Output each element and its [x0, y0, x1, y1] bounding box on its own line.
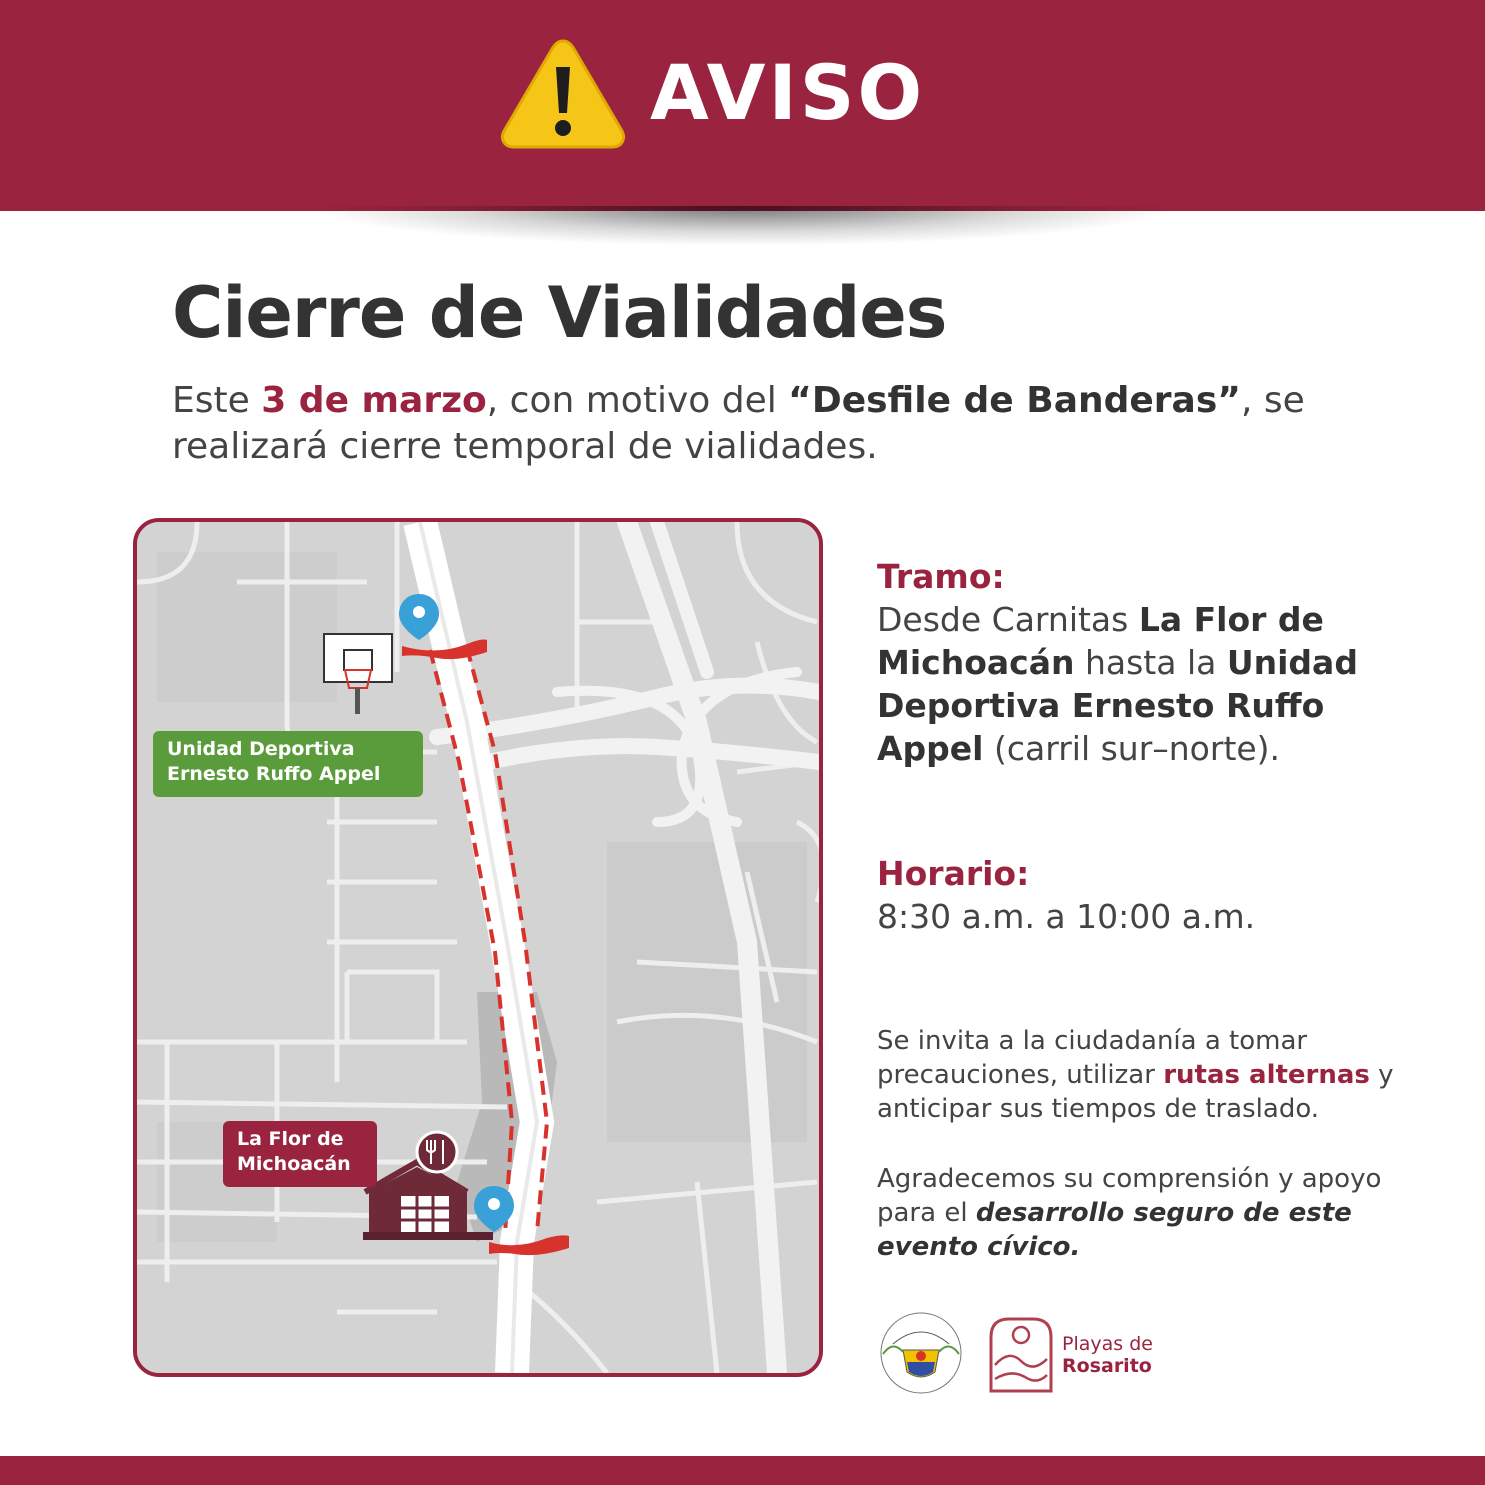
event-date: 3 de marzo	[261, 380, 487, 421]
horario-heading: Horario:	[877, 854, 1030, 893]
intro-text: Este 3 de marzo, con motivo del “Desfile de Banderas”, se realizará cierre temporal de vialidades.	[172, 380, 1305, 467]
page-title: Cierre de Vialidades	[172, 272, 947, 354]
horario-section	[877, 852, 1437, 938]
route-map	[133, 518, 823, 1377]
city-seal-logo	[873, 1310, 969, 1396]
thanks-note: Agradecemos su comprensión y apoyo para el desarrollo seguro de este evento cívico.	[877, 1164, 1382, 1262]
label-unidad-deportiva: Unidad Deportiva Ernesto Ruffo Appel	[153, 731, 423, 797]
precaution-note: Se invita a la ciudadanía a tomar precauciones, utilizar rutas alternas y anticipar sus tiempos de traslado.	[877, 1026, 1394, 1124]
footer-band	[0, 1456, 1485, 1485]
horario-value: 8:30 a.m. a 10:00 a.m.	[877, 897, 1256, 936]
logo-text: Playas de Rosarito	[1062, 1333, 1153, 1377]
label-flor-michoacan: La Flor de Michoacán	[223, 1121, 377, 1187]
header-shadow	[305, 206, 1180, 246]
event-name: “Desfile de Banderas”	[788, 380, 1241, 421]
playas-rosarito-logo	[985, 1315, 1057, 1395]
header-title: AVISO	[650, 48, 926, 137]
tramo-section	[877, 555, 1437, 770]
tramo-text: Desde Carnitas La Flor de Michoacán hasta la Unidad Deportiva Ernesto Ruffo Appel (carril sur–norte).	[877, 600, 1358, 768]
warning-triangle-icon	[498, 35, 628, 150]
tramo-heading: Tramo:	[877, 557, 1005, 596]
